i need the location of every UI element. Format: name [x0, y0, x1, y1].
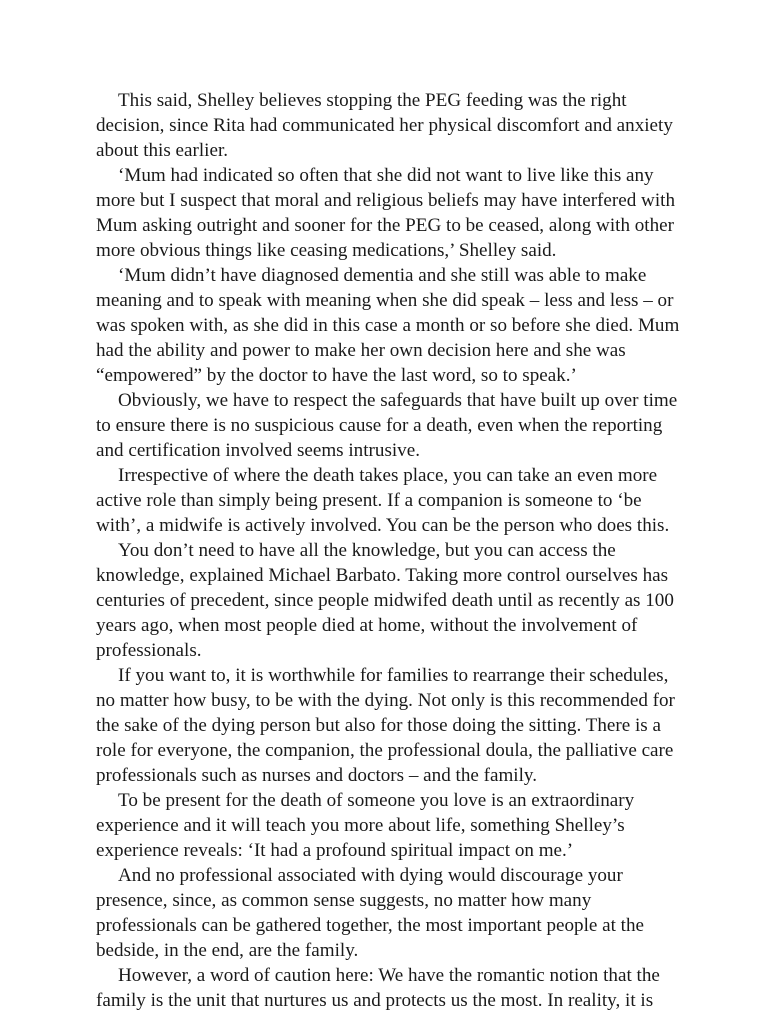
- paragraph-5: Irrespective of where the death takes place, you can take an even more active role than simply being present. If a companion is someone to ‘be with’, a midwife is actively involved. You can be the person who does this.: [96, 465, 670, 536]
- paragraph-2: ‘Mum had indicated so often that she did not want to live like this any more but I suspect that moral and religious beliefs may have interfered with Mum asking outright and sooner for the PEG to be ceased, along with other more obvious things like ceasing medications,’ Shelley said.: [96, 165, 675, 261]
- paragraph-4: Obviously, we have to respect the safeguards that have built up over time to ensure there is no suspicious cause for a death, even when the reporting and certification involved seems intrusive.: [96, 390, 678, 461]
- paragraph-9: And no professional associated with dying would discourage your presence, since, as common sense suggests, no matter how many professionals can be gathered together, the most important people at the bedside, in the end, are the family.: [96, 865, 645, 961]
- paragraph-8: To be present for the death of someone you love is an extraordinary experience and it will teach you more about life, something Shelley’s experience reveals: ‘It had a profound spiritual impact on me.’: [96, 790, 635, 861]
- paragraph-10: However, a word of caution here: We have the romantic notion that the family is the unit that nurtures us and protects us the most. In reality, it is: [96, 965, 660, 1011]
- paragraph-1: This said, Shelley believes stopping the PEG feeding was the right decision, since Rita had communicated her physical discomfort and anxiety about this earlier.: [96, 90, 673, 161]
- paragraph-3: ‘Mum didn’t have diagnosed dementia and she still was able to make meaning and to speak with meaning when she did speak – less and less – or was spoken with, as she did in this case a month or so before she died. Mum had the ability and power to make her own decision here and she was “empowered” by the doctor to have the last word, so to speak.’: [96, 265, 680, 386]
- paragraph-6: You don’t need to have all the knowledge, but you can access the knowledge, explained Michael Barbato. Taking more control ourselves has centuries of precedent, since people midwifed death until as recently as 100 years ago, when most people died at home, without the involvement of professionals.: [96, 540, 674, 661]
- paragraph-7: If you want to, it is worthwhile for families to rearrange their schedules, no matter how busy, to be with the dying. Not only is this recommended for the sake of the dying person but also for those doing the sitting. There is a role for everyone, the companion, the professional doula, the palliative care professionals such as nurses and doctors – and the family.: [96, 665, 675, 786]
- page-body: [96, 88, 690, 1013]
